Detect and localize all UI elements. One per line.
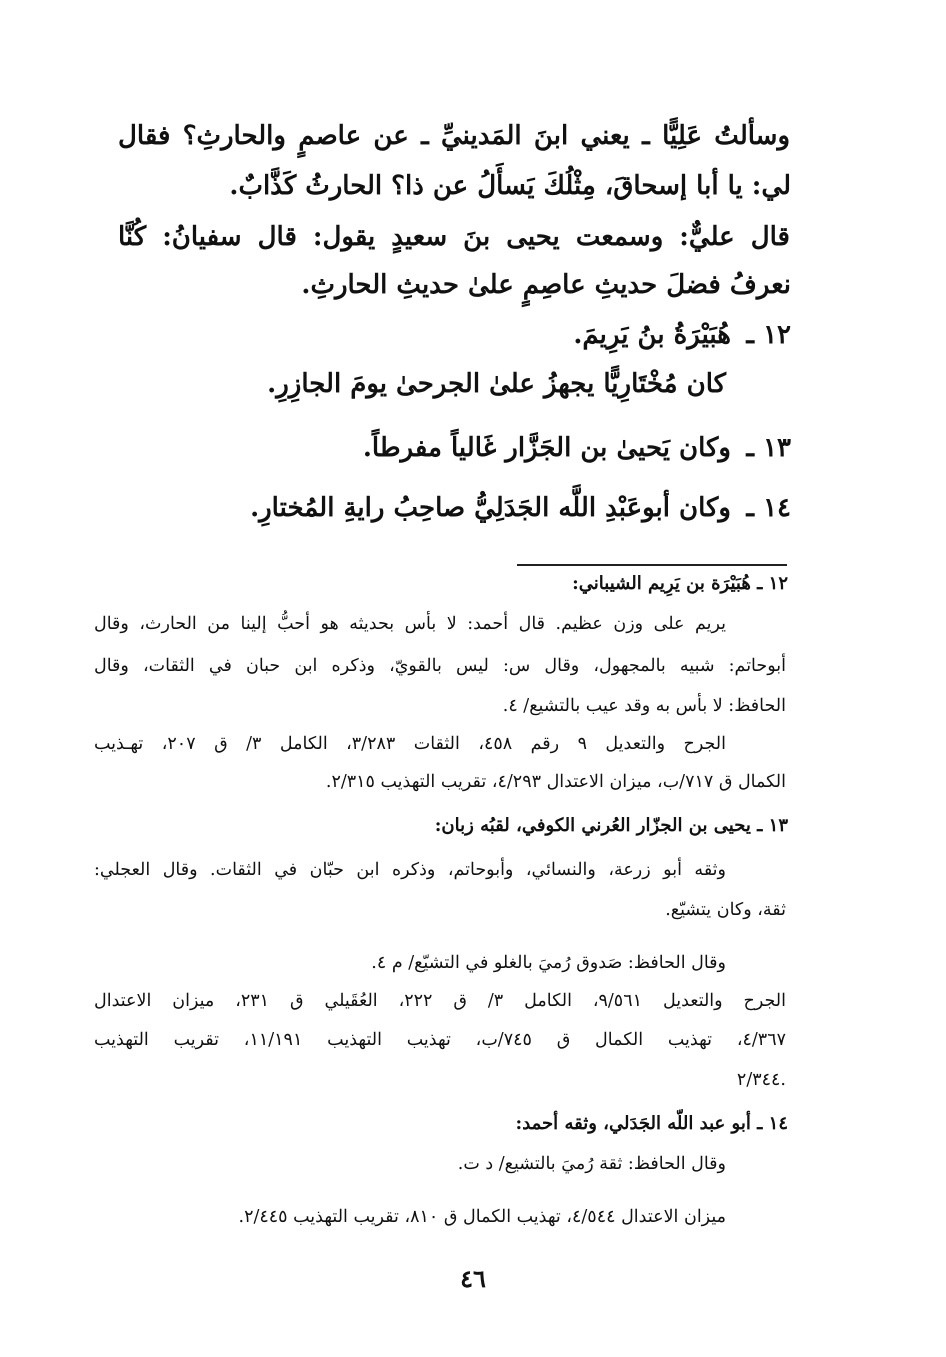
footnote-13-line-4: الجرح والتعديل ٩/٥٦١، الكامل ٣/ ق ٢٢٢، العُقَيلي ق ٢٣١، ميزان الاعتدال <box>94 991 786 1011</box>
footnote-12-heading: ١٢ ـ هُبَيْرَة بن يَرِيم الشيباني: <box>572 573 788 594</box>
footnote-13-line-3: وقال الحافظ: صَدوق رُميَ بالغلو في التشيّع/ م ٤. <box>371 953 726 973</box>
main-text-line-2: لي: يا أبا إسحاقَ، مِثْلُكَ يَسأَلُ عن ذا؟ الحارثُ كَذَّابٌ. <box>229 171 791 201</box>
footnote-14-line-1: وقال الحافظ: ثقة رُميَ بالتشيع/ د ت. <box>457 1154 726 1174</box>
footnote-13-line-1: وثقه أبو زرعة، والنسائي، وأبوحاتم، وذكره ابن حبّان في الثقات. وقال العجلي: <box>94 860 726 880</box>
entry-13-text: وكان يَحيىٰ بن الجَزَّار غَالياً مفرطاً. <box>362 433 731 463</box>
footnote-12-line-3: الحافظ: لا بأس به وقد عيب بالتشيع/ ٤. <box>502 696 786 716</box>
main-text-line-1: وسألتُ عَلِيًّا ـ يعني ابنَ المَدينيِّ ـ عن عاصمٍ والحارثِ؟ فقال <box>118 121 790 151</box>
footnote-14-line-2: ميزان الاعتدال ٤/٥٤٤، تهذيب الكمال ق ٨١٠، تقريب التهذيب ٢/٤٤٥. <box>238 1207 726 1227</box>
footnote-13-heading: ١٣ ـ يحيى بن الجزّار العُرني الكوفي، لقبُه زبان: <box>434 815 788 836</box>
footnote-13-line-5: ٤/٣٦٧، تهذيب الكمال ق ٧٤٥/ب، تهذيب التهذيب ١١/١٩١، تقريب التهذيب <box>94 1030 786 1050</box>
footnote-13-line-2: ثقة، وكان يتشيّع. <box>665 900 786 920</box>
main-text-line-3: قال عليٌّ: وسمعت يحيى بنَ سعيدٍ يقول: قال سفيانُ: كُنَّا <box>118 222 790 252</box>
footnote-12-line-5: الكمال ق ٧١٧/ب، ميزان الاعتدال ٤/٢٩٣، تقريب التهذيب ٢/٣١٥. <box>325 772 786 792</box>
page-number: ٤٦ <box>460 1264 486 1293</box>
entry-12-text: كان مُخْتَارِيًّا يجهزُ علىٰ الجرحىٰ يومَ الجازِرِ. <box>267 369 726 399</box>
entry-13-number: ١٣ ـ <box>746 433 791 463</box>
entry-14-number: ١٤ ـ <box>746 493 791 523</box>
footnote-13-line-6: ٢/٣٤٤. <box>736 1070 786 1090</box>
footnote-12-line-4: الجرح والتعديل ٩ رقم ٤٥٨، الثقات ٣/٢٨٣، الكامل ٣/ ق ٢٠٧، تهـذيب <box>94 734 726 754</box>
footnote-12-line-1: يريم على وزن عظيم. قال أحمد: لا بأس بحديثه هو أحبُّ إلينا من الحارث، وقال <box>94 614 726 634</box>
main-text-line-4: نعرفُ فضلَ حديثِ عاصِمٍ علىٰ حديثِ الحارثِ. <box>301 270 791 300</box>
entry-12-number: ١٢ ـ <box>746 320 791 350</box>
footnote-12-line-2: أبوحاتم: شبيه بالمجهول، وقال س: ليس بالقويّ، وذكره ابن حبان في الثقات، وقال <box>94 656 786 676</box>
entry-14-text: وكان أبوعَبْدِ اللَّه الجَدَلِيُّ صاحِبُ رايةِ المُختارِ. <box>250 493 731 523</box>
entry-12-name: هُبَيْرَةُ بنُ يَرِيمَ. <box>573 320 731 350</box>
footnote-14-heading: ١٤ ـ أبو عبد اللّه الجَدَلي، وثقه أحمد: <box>515 1113 788 1134</box>
footnote-divider <box>517 564 787 566</box>
